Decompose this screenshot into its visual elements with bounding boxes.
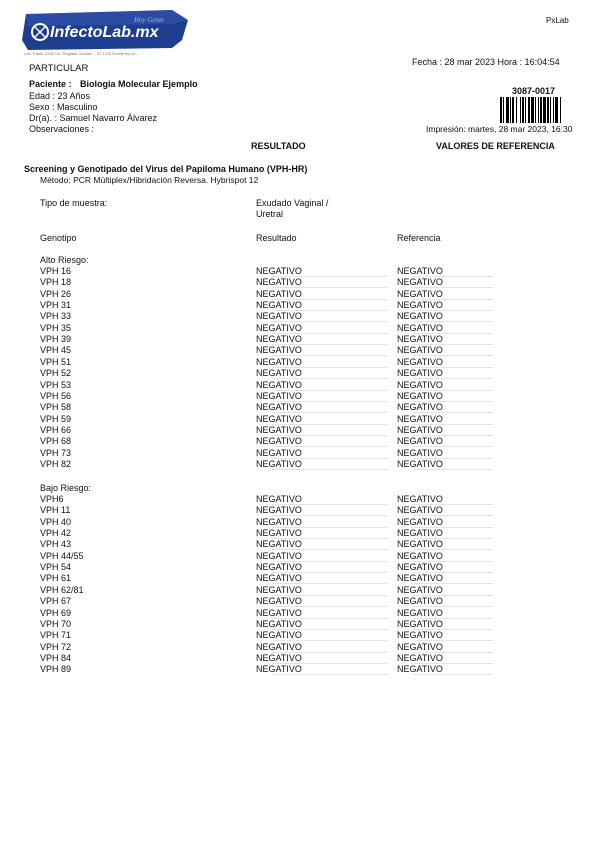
referencia-cell: NEGATIVO bbox=[397, 322, 443, 333]
referencia-cell: NEGATIVO bbox=[397, 288, 443, 299]
genotipo-cell: VPH 11 bbox=[40, 505, 71, 516]
test-method: Método: PCR Múltiplex/Hibridación Reversa. Hybrispot 12 bbox=[40, 175, 259, 185]
resultado-cell: NEGATIVO bbox=[256, 458, 302, 469]
resultado-cell: NEGATIVO bbox=[256, 345, 302, 356]
table-row bbox=[40, 345, 450, 356]
table-row bbox=[40, 664, 450, 675]
table-row bbox=[40, 505, 450, 516]
resultado-cell: NEGATIVO bbox=[256, 300, 302, 311]
genotipo-cell: VPH 56 bbox=[40, 390, 72, 401]
genotipo-cell: VPH 59 bbox=[40, 413, 72, 424]
referencia-cell: NEGATIVO bbox=[397, 413, 443, 424]
referencia-cell: NEGATIVO bbox=[397, 652, 443, 663]
referencia-cell: NEGATIVO bbox=[397, 630, 443, 641]
table-row bbox=[40, 642, 450, 653]
resultado-cell: NEGATIVO bbox=[256, 368, 302, 379]
resultado-cell: NEGATIVO bbox=[256, 356, 302, 367]
resultado-cell: NEGATIVO bbox=[256, 311, 302, 322]
logo-brand: InfectoLab.mx bbox=[50, 24, 159, 41]
table-row bbox=[40, 391, 450, 402]
table-row bbox=[40, 414, 450, 425]
alto-riesgo-label: Alto Riesgo: bbox=[40, 255, 89, 265]
genotipo-cell: VPH 53 bbox=[40, 379, 72, 390]
table-row bbox=[40, 334, 450, 345]
order-number: 3087-0017 bbox=[512, 86, 556, 96]
genotipo-cell: VPH 31 bbox=[40, 300, 72, 311]
referencia-cell: NEGATIVO bbox=[397, 618, 443, 629]
referencia-cell: NEGATIVO bbox=[397, 345, 443, 356]
resultado-cell: NEGATIVO bbox=[256, 516, 302, 527]
referencia-cell: NEGATIVO bbox=[397, 458, 443, 469]
resultado-cell: NEGATIVO bbox=[256, 607, 302, 618]
resultado-cell: NEGATIVO bbox=[256, 424, 302, 435]
table-row bbox=[40, 596, 450, 607]
referencia-cell: NEGATIVO bbox=[397, 356, 443, 367]
referencia-cell: NEGATIVO bbox=[397, 379, 443, 390]
sexo: Sexo : Masculino bbox=[29, 102, 98, 112]
test-title: Screening y Genotipado del Virus del Papiloma Humano (VPH-HR) bbox=[24, 164, 308, 174]
paciente-label: Paciente : bbox=[29, 79, 72, 89]
resultado-cell: NEGATIVO bbox=[256, 562, 302, 573]
genotipo-cell: VPH 40 bbox=[40, 516, 72, 527]
resultado-cell: NEGATIVO bbox=[256, 379, 302, 390]
genotipo-cell: VPH 18 bbox=[40, 277, 72, 288]
genotipo-cell: VPH 44/55 bbox=[40, 550, 84, 561]
table-row bbox=[40, 277, 450, 288]
lab-code: PxLab bbox=[546, 16, 569, 25]
resultado-cell: NEGATIVO bbox=[256, 584, 302, 595]
row-divider bbox=[413, 674, 493, 675]
table-row bbox=[40, 402, 450, 413]
genotipo-cell: VPH 58 bbox=[40, 402, 72, 413]
bajo-riesgo-label: Bajo Riesgo: bbox=[40, 483, 92, 493]
fecha-hora: Fecha : 28 mar 2023 Hora : 16:04:54 bbox=[412, 57, 560, 67]
sample-value-line1: Exudado Vaginal / bbox=[256, 198, 329, 208]
resultado-cell: NEGATIVO bbox=[256, 494, 302, 504]
genotipo-col-header: Genotipo bbox=[40, 233, 77, 243]
resultado-cell: NEGATIVO bbox=[256, 390, 302, 401]
resultado-cell: NEGATIVO bbox=[256, 413, 302, 424]
genotipo-cell: VPH 61 bbox=[40, 573, 72, 584]
resultado-col-header: Resultado bbox=[256, 233, 297, 243]
referencia-cell: NEGATIVO bbox=[397, 562, 443, 573]
logo-script: Hoy Gente bbox=[134, 16, 165, 24]
genotipo-cell: VPH 42 bbox=[40, 528, 72, 539]
genotipo-cell: VPH 71 bbox=[40, 630, 72, 641]
table-row bbox=[40, 585, 450, 596]
table-row bbox=[40, 289, 450, 300]
referencia-cell: NEGATIVO bbox=[397, 447, 443, 458]
row-divider bbox=[272, 469, 388, 470]
table-row bbox=[40, 562, 450, 573]
row-divider bbox=[413, 469, 493, 470]
barcode bbox=[500, 97, 582, 123]
genotipo-cell: VPH 51 bbox=[40, 356, 72, 367]
table-row bbox=[40, 517, 450, 528]
genotipo-cell: VPH 66 bbox=[40, 424, 72, 435]
logo-tagline: Lab. Pablo 1018 Col. Reglada Ciudad ... 37 1234 Monterrey N.L. bbox=[24, 51, 139, 56]
table-row bbox=[40, 459, 450, 470]
resultado-cell: NEGATIVO bbox=[256, 447, 302, 458]
genotipo-cell: VPH 67 bbox=[40, 596, 72, 607]
table-row bbox=[40, 425, 450, 436]
referencia-cell: NEGATIVO bbox=[397, 311, 443, 322]
edad: Edad : 23 Años bbox=[29, 91, 91, 101]
referencia-cell: NEGATIVO bbox=[397, 664, 443, 675]
resultado-cell: NEGATIVO bbox=[256, 334, 302, 345]
genotipo-cell: VPH 33 bbox=[40, 311, 72, 322]
referencia-cell: NEGATIVO bbox=[397, 528, 443, 539]
referencia-cell: NEGATIVO bbox=[397, 277, 443, 288]
table-row bbox=[40, 368, 450, 379]
table-row bbox=[40, 448, 450, 459]
resultado-cell: NEGATIVO bbox=[256, 436, 302, 447]
genotipo-cell: VPH 89 bbox=[40, 664, 72, 675]
referencia-cell: NEGATIVO bbox=[397, 368, 443, 379]
referencia-cell: NEGATIVO bbox=[397, 505, 443, 516]
referencia-cell: NEGATIVO bbox=[397, 266, 443, 276]
table-row bbox=[40, 357, 450, 368]
resultado-cell: NEGATIVO bbox=[256, 573, 302, 584]
table-row bbox=[40, 551, 450, 562]
table-row bbox=[40, 573, 450, 584]
table-row bbox=[40, 300, 450, 311]
genotipo-cell: VPH 69 bbox=[40, 607, 72, 618]
resultado-cell: NEGATIVO bbox=[256, 277, 302, 288]
genotipo-cell: VPH 54 bbox=[40, 562, 72, 573]
table-row bbox=[40, 528, 450, 539]
table-row bbox=[40, 608, 450, 619]
genotipo-cell: VPH 68 bbox=[40, 436, 72, 447]
table-row bbox=[40, 266, 450, 277]
valores-referencia-header: VALORES DE REFERENCIA bbox=[436, 141, 555, 151]
resultado-cell: NEGATIVO bbox=[256, 266, 302, 276]
referencia-cell: NEGATIVO bbox=[397, 641, 443, 652]
genotipo-cell: VPH 62/81 bbox=[40, 584, 84, 595]
referencia-cell: NEGATIVO bbox=[397, 607, 443, 618]
resultado-cell: NEGATIVO bbox=[256, 618, 302, 629]
table-row bbox=[40, 539, 450, 550]
referencia-cell: NEGATIVO bbox=[397, 424, 443, 435]
genotipo-cell: VPH 73 bbox=[40, 447, 72, 458]
resultado-header: RESULTADO bbox=[251, 141, 306, 151]
resultado-cell: NEGATIVO bbox=[256, 288, 302, 299]
genotipo-cell: VPH 72 bbox=[40, 641, 72, 652]
genotipo-cell: VPH 70 bbox=[40, 618, 72, 629]
referencia-cell: NEGATIVO bbox=[397, 550, 443, 561]
genotipo-cell: VPH 82 bbox=[40, 458, 72, 469]
resultado-cell: NEGATIVO bbox=[256, 652, 302, 663]
impresion-date: Impresión: martes, 28 mar 2023, 16:30 bbox=[426, 124, 573, 134]
referencia-cell: NEGATIVO bbox=[397, 494, 443, 504]
sample-value-line2: Uretral bbox=[256, 209, 284, 219]
resultado-cell: NEGATIVO bbox=[256, 322, 302, 333]
resultado-cell: NEGATIVO bbox=[256, 539, 302, 550]
referencia-cell: NEGATIVO bbox=[397, 334, 443, 345]
table-row bbox=[40, 323, 450, 334]
referencia-cell: NEGATIVO bbox=[397, 390, 443, 401]
genotipo-cell: VPH 52 bbox=[40, 368, 72, 379]
table-row bbox=[40, 619, 450, 630]
table-row bbox=[40, 311, 450, 322]
sample-label: Tipo de muestra: bbox=[40, 198, 108, 208]
referencia-cell: NEGATIVO bbox=[397, 436, 443, 447]
genotipo-cell: VPH6 bbox=[40, 494, 64, 504]
referencia-cell: NEGATIVO bbox=[397, 584, 443, 595]
genotipo-cell: VPH 43 bbox=[40, 539, 72, 550]
paciente-row bbox=[29, 79, 198, 89]
referencia-cell: NEGATIVO bbox=[397, 573, 443, 584]
genotipo-cell: VPH 39 bbox=[40, 334, 72, 345]
table-row bbox=[40, 494, 450, 505]
genotipo-cell: VPH 35 bbox=[40, 322, 72, 333]
resultado-cell: NEGATIVO bbox=[256, 402, 302, 413]
resultado-cell: NEGATIVO bbox=[256, 630, 302, 641]
table-row bbox=[40, 653, 450, 664]
resultado-cell: NEGATIVO bbox=[256, 550, 302, 561]
client-type: PARTICULAR bbox=[29, 63, 89, 74]
resultado-cell: NEGATIVO bbox=[256, 528, 302, 539]
referencia-cell: NEGATIVO bbox=[397, 516, 443, 527]
genotipo-cell: VPH 84 bbox=[40, 652, 72, 663]
table-row bbox=[40, 380, 450, 391]
table-row bbox=[40, 436, 450, 447]
genotipo-cell: VPH 26 bbox=[40, 288, 72, 299]
paciente-value: Biologia Molecular Ejemplo bbox=[80, 79, 198, 89]
resultado-cell: NEGATIVO bbox=[256, 664, 302, 675]
infectolab-logo bbox=[22, 10, 188, 50]
referencia-cell: NEGATIVO bbox=[397, 300, 443, 311]
referencia-cell: NEGATIVO bbox=[397, 596, 443, 607]
resultado-cell: NEGATIVO bbox=[256, 596, 302, 607]
observaciones: Observaciones : bbox=[29, 124, 95, 134]
referencia-cell: NEGATIVO bbox=[397, 539, 443, 550]
resultado-cell: NEGATIVO bbox=[256, 505, 302, 516]
genotipo-cell: VPH 16 bbox=[40, 266, 72, 276]
row-divider bbox=[272, 674, 388, 675]
referencia-cell: NEGATIVO bbox=[397, 402, 443, 413]
resultado-cell: NEGATIVO bbox=[256, 641, 302, 652]
doctor: Dr(a). : Samuel Navarro Álvarez bbox=[29, 113, 158, 123]
referencia-col-header: Referencia bbox=[397, 233, 441, 243]
table-row bbox=[40, 630, 450, 641]
genotipo-cell: VPH 45 bbox=[40, 345, 72, 356]
